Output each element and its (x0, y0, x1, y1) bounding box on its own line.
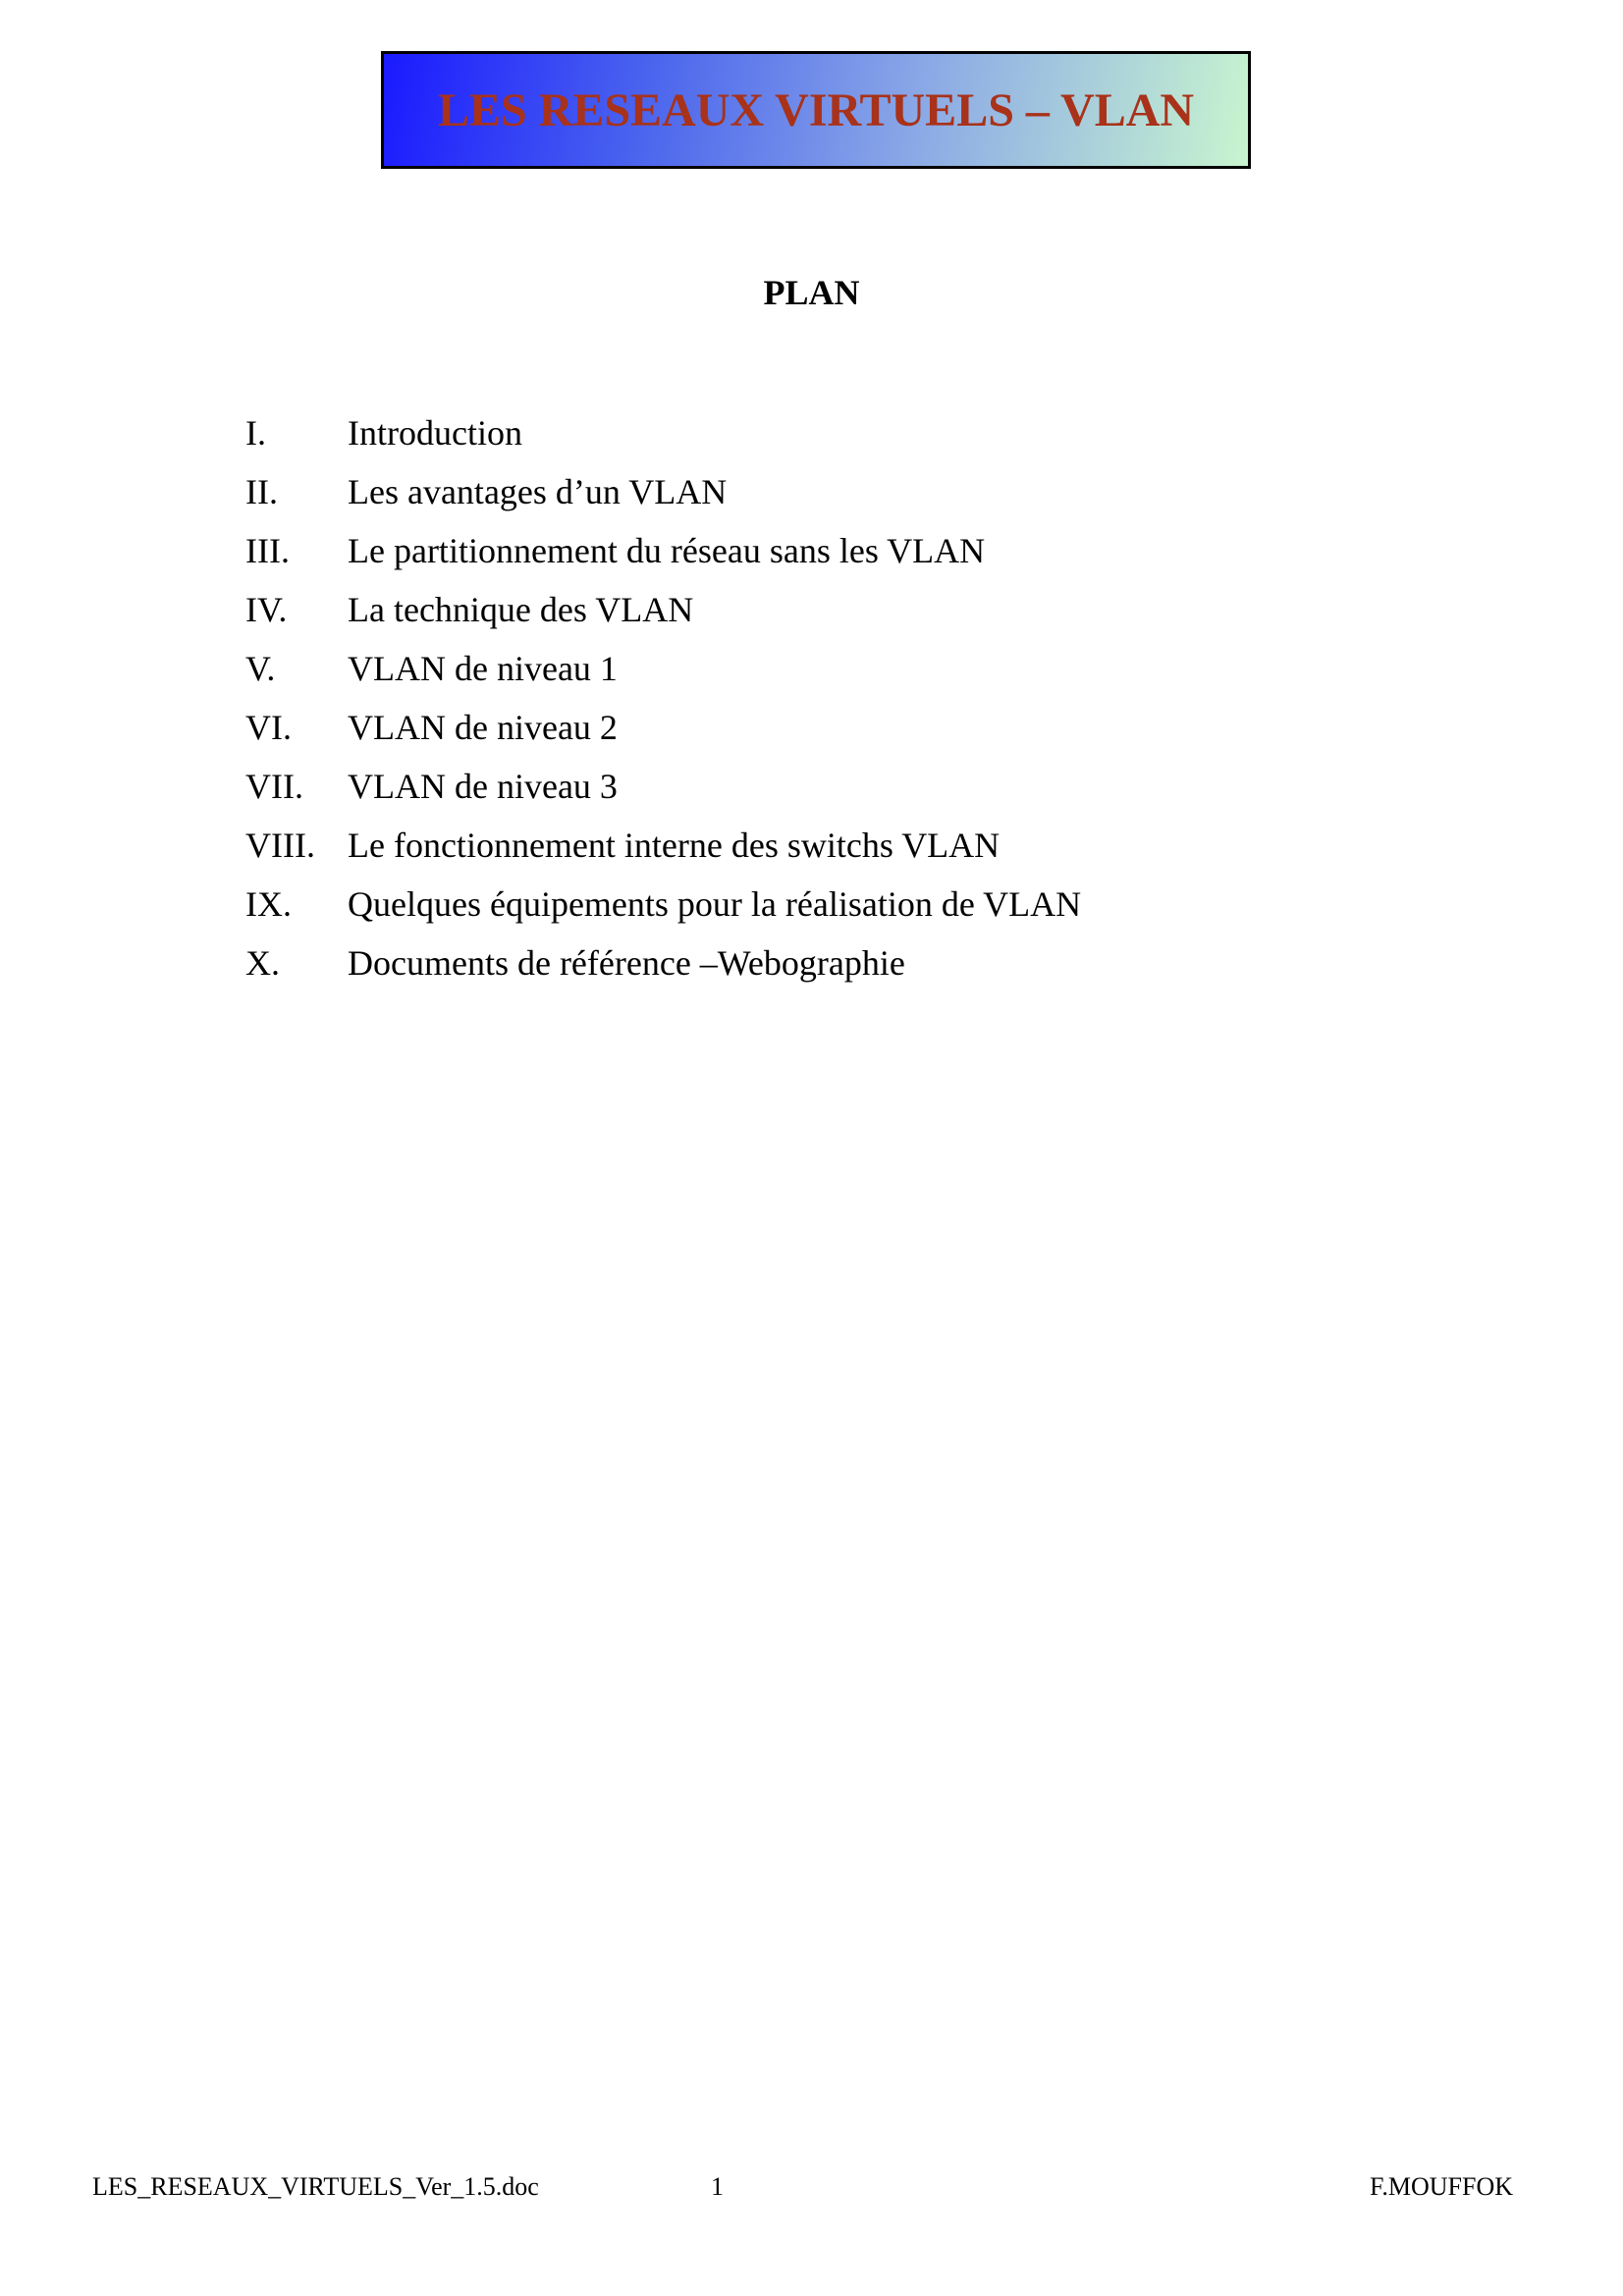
footer-page-number: 1 (711, 2172, 724, 2201)
toc-label: Le partitionnement du réseau sans les VLAN (348, 531, 986, 570)
toc-number: VIII. (245, 826, 315, 865)
toc-item (245, 825, 1081, 883)
plan-heading: PLAN (763, 273, 860, 312)
toc-label: VLAN de niveau 1 (348, 649, 618, 688)
footer-author: F.MOUFFOK (1369, 2172, 1513, 2201)
footer-filename: LES_RESEAUX_VIRTUELS_Ver_1.5.doc (92, 2172, 539, 2201)
toc-number: I. (245, 413, 266, 453)
toc-label: Introduction (348, 413, 522, 453)
toc-label: Les avantages d’un VLAN (348, 472, 728, 511)
toc-number: VII. (245, 767, 303, 806)
toc-item (245, 707, 1081, 766)
toc-item (245, 883, 1081, 942)
toc-item (245, 942, 1081, 1001)
toc-number: II. (245, 472, 278, 511)
toc-item (245, 530, 1081, 589)
toc-item (245, 471, 1081, 530)
table-of-contents (245, 412, 1081, 1001)
toc-label: Le fonctionnement interne des switchs VLAN (348, 826, 1001, 865)
toc-number: VI. (245, 708, 292, 747)
toc-label: La technique des VLAN (348, 590, 694, 629)
toc-number: III. (245, 531, 290, 570)
toc-number: IV. (245, 590, 288, 629)
toc-number: IX. (245, 884, 292, 924)
toc-number: X. (245, 943, 280, 983)
toc-item (245, 589, 1081, 648)
toc-item (245, 648, 1081, 707)
toc-item (245, 412, 1081, 471)
toc-item (245, 766, 1081, 825)
toc-number: V. (245, 649, 276, 688)
toc-label: VLAN de niveau 2 (348, 708, 618, 747)
toc-label: Quelques équipements pour la réalisation de VLAN (348, 884, 1082, 924)
document-title: LES RESEAUX VIRTUELS – VLAN (437, 83, 1195, 136)
title-banner (381, 51, 1251, 169)
toc-label: Documents de référence –Webographie (348, 943, 905, 983)
toc-label: VLAN de niveau 3 (348, 767, 618, 806)
